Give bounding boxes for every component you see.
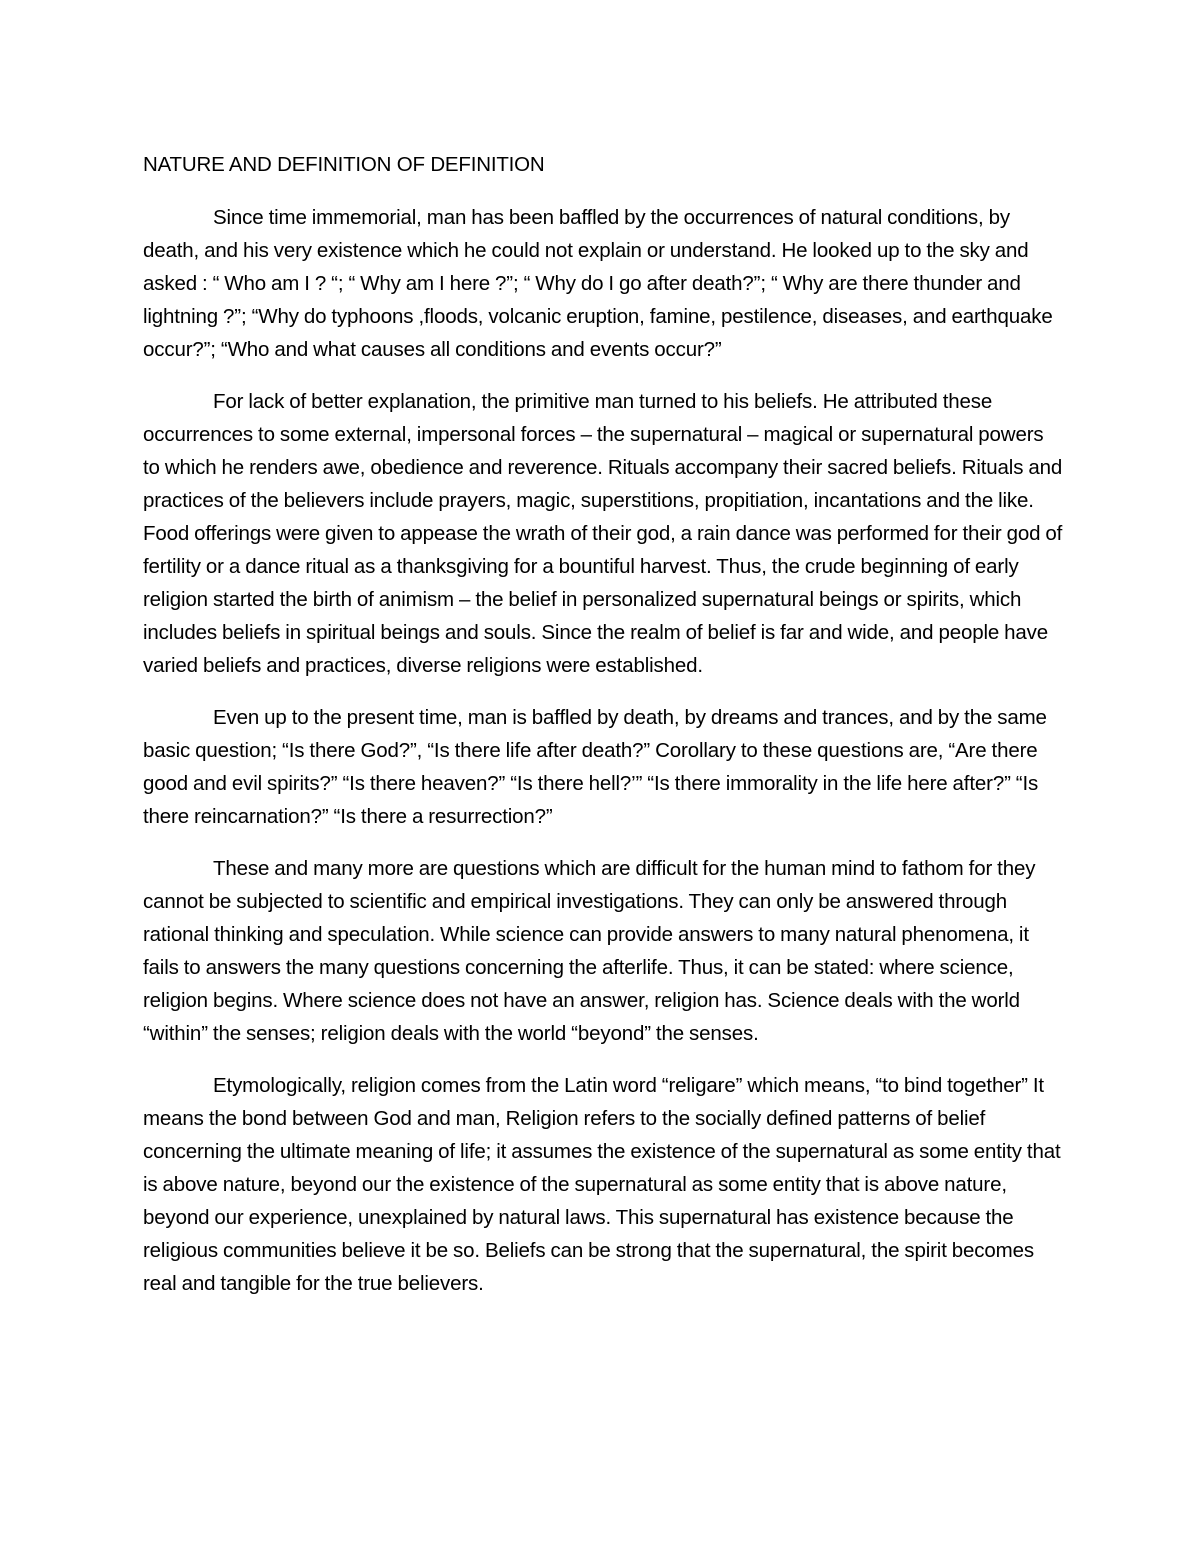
paragraph-3: Even up to the present time, man is baffled by death, by dreams and trances, and by the same basic question; “Is there God?”, “Is there life after death?” Corollary to these questions are, “Are there good and evil spirits?” “Is there heaven?” “Is there hell?’” “Is there immorality in the life here after?” “Is there reincarnation?” “Is there a resurrection?” bbox=[143, 706, 1047, 828]
document-title: NATURE AND DEFINITION OF DEFINITION bbox=[143, 153, 545, 176]
paragraph-4: These and many more are questions which are difficult for the human mind to fathom for they cannot be subjected to scientific and empirical investigations. They can only be answered through rational thinking and speculation. While science can provide answers to many natural phenomena, it fails to answers the many questions concerning the afterlife. Thus, it can be stated: where science, religion begins. Where science does not have an answer, religion has. Science deals with the world “within” the senses; religion deals with the world “beyond” the senses. bbox=[143, 857, 1036, 1045]
paragraph-1: Since time immemorial, man has been baffled by the occurrences of natural conditions, by death, and his very existence which he could not explain or understand. He looked up to the sky and asked : “ Who am I ? “; “ Why am I here ?”; “ Why do I go after death?”; “ Why are there thunder and lightning ?”; “Why do typhoons ,floods, volcanic eruption, famine, pestilence, diseases, and earthquake occur?”; “Who and what causes all conditions and events occur?” bbox=[143, 206, 1053, 361]
document-body bbox=[143, 148, 1063, 1319]
paragraph-2: For lack of better explanation, the primitive man turned to his beliefs. He attributed these occurrences to some external, impersonal forces – the supernatural – magical or supernatural powers to which he renders awe, obedience and reverence. Rituals accompany their sacred beliefs. Rituals and practices of the believers include prayers, magic, superstitions, propitiation, incantations and the like. Food offerings were given to appease the wrath of their god, a rain dance was performed for their god of fertility or a dance ritual as a thanksgiving for a bountiful harvest. Thus, the crude beginning of early religion started the birth of animism – the belief in personalized supernatural beings or spirits, which includes beliefs in spiritual beings and souls. Since the realm of belief is far and wide, and people have varied beliefs and practices, diverse religions were established. bbox=[143, 390, 1063, 677]
paragraph-5: Etymologically, religion comes from the Latin word “religare” which means, “to bind together” It means the bond between God and man, Religion refers to the socially defined patterns of belief concerning the ultimate meaning of life; it assumes the existence of the supernatural as some entity that is above nature, beyond our the existence of the supernatural as some entity that is above nature, beyond our experience, unexplained by natural laws. This supernatural has existence because the religious communities believe it be so. Beliefs can be strong that the supernatural, the spirit becomes real and tangible for the true believers. bbox=[143, 1074, 1061, 1295]
